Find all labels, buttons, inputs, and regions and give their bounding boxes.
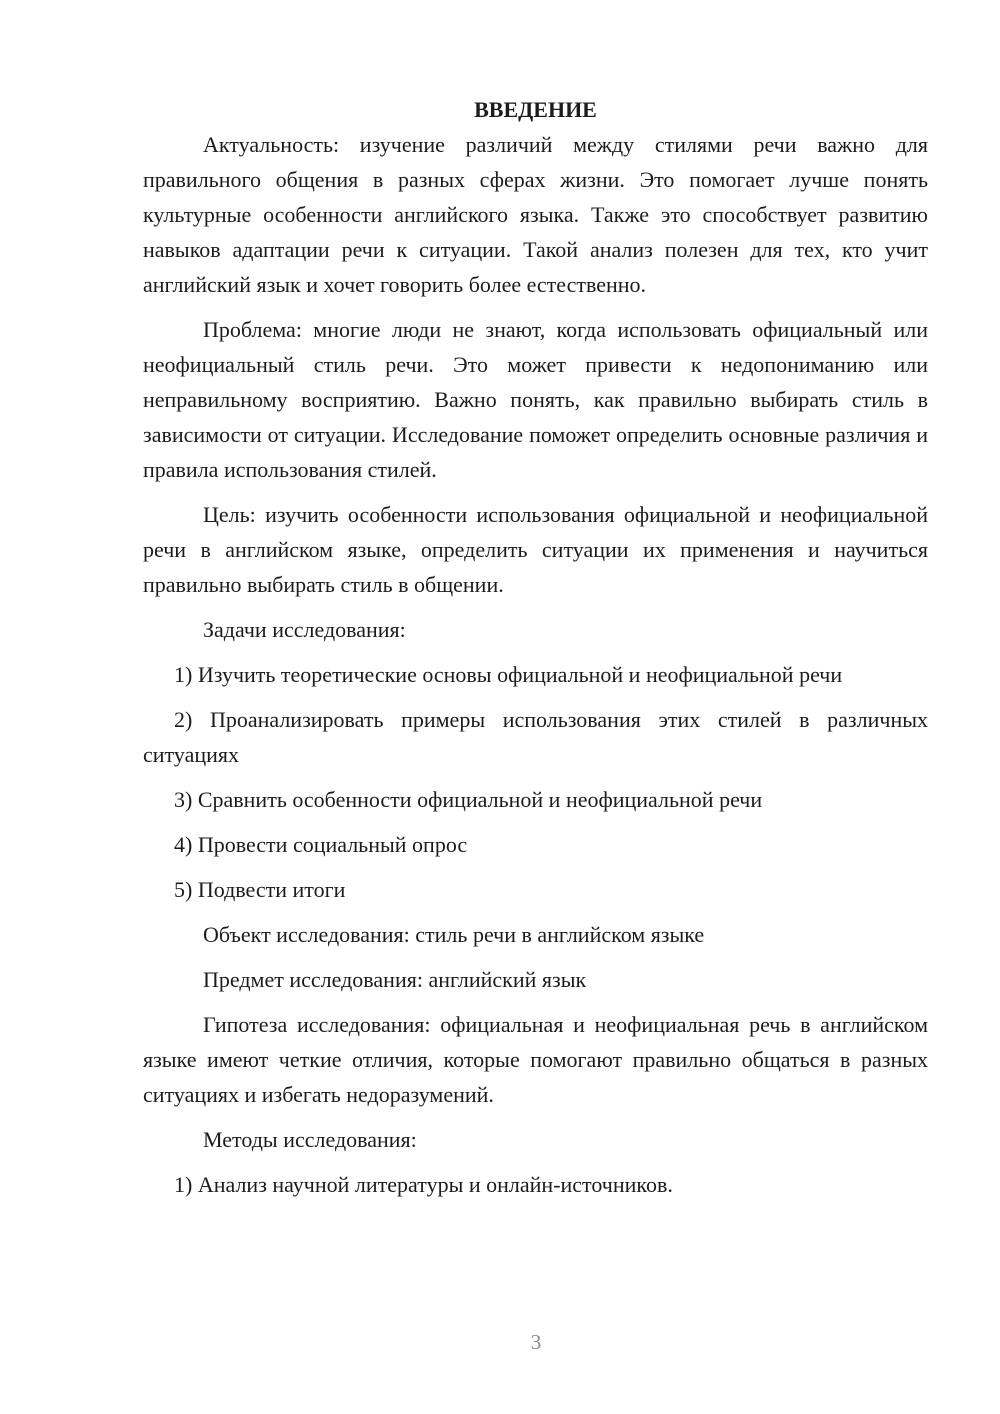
relevance-paragraph: Актуальность: изучение различий между стилями речи важно для правильного общения в разных сферах жизни. Это помогает лучше понять культурные особенности английского языка. Также это способствует развитию навыков адаптации речи к ситуации. Такой анализ полезен для тех, кто учит английский язык и хочет говорить более естественно. — [143, 132, 928, 297]
goal-paragraph: Цель: изучить особенности использования официальной и неофициальной речи в английском языке, определить ситуации их применения и научиться правильно выбирать стиль в общении. — [143, 502, 928, 597]
hypothesis-paragraph: Гипотеза исследования: официальная и неофициальная речь в английском языке имеют четкие отличия, которые помогают правильно общаться в разных ситуациях и избегать недоразумений. — [143, 1012, 928, 1107]
problem-paragraph: Проблема: многие люди не знают, когда использовать официальный или неофициальный стиль речи. Это может привести к недопониманию или неправильному восприятию. Важно понять, как правильно выбирать стиль в зависимости от ситуации. Исследование поможет определить основные различия и правила использования стилей. — [143, 317, 928, 482]
page-title: ВВЕДЕНИЕ — [474, 97, 597, 122]
method-item: 1) Анализ научной литературы и онлайн-источников. — [174, 1172, 673, 1197]
task-item: 5) Подвести итоги — [174, 877, 346, 902]
task-item: 2) Проанализировать примеры использования этих стилей в различных ситуациях — [143, 707, 928, 767]
methods-heading: Методы исследования: — [203, 1127, 417, 1152]
page-content — [143, 92, 928, 1212]
task-item: 4) Провести социальный опрос — [174, 832, 468, 857]
page-number: 3 — [530, 1330, 542, 1354]
task-item: 3) Сравнить особенности официальной и неофициальной речи — [174, 787, 763, 812]
research-object: Объект исследования: стиль речи в английском языке — [203, 922, 705, 947]
task-item: 1) Изучить теоретические основы официальной и неофициальной речи — [174, 662, 843, 687]
research-subject: Предмет исследования: английский язык — [203, 967, 587, 992]
tasks-heading: Задачи исследования: — [203, 617, 406, 642]
